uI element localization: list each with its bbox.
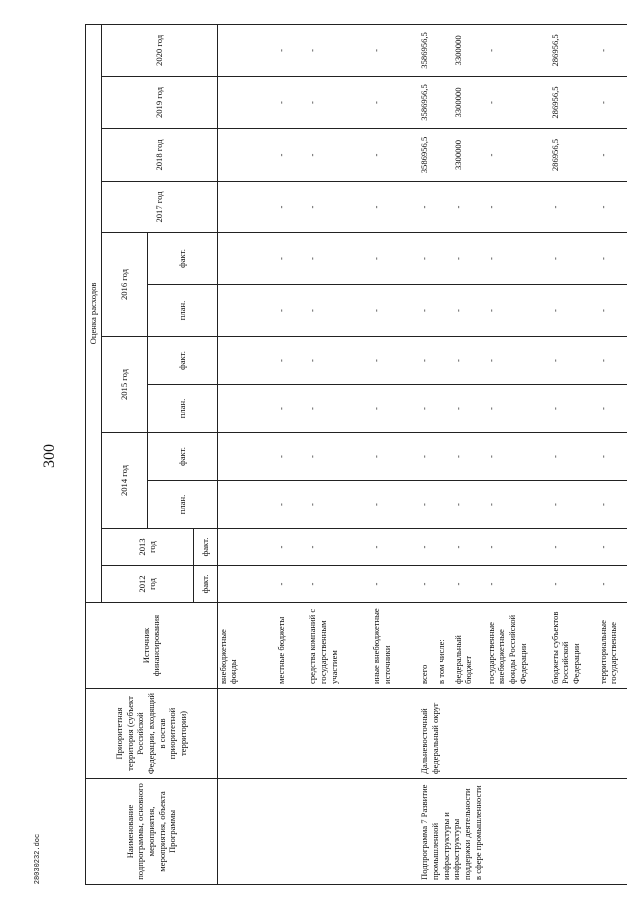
row-value: - (483, 77, 547, 129)
row-value: - (547, 285, 595, 337)
row-value: - (483, 182, 547, 233)
row-source: внебюджетные фонды (217, 603, 273, 689)
row-value: - (483, 385, 547, 433)
row-value: - (273, 77, 304, 129)
row-value: - (368, 385, 416, 433)
row-value: - (273, 285, 304, 337)
row-value: - (450, 566, 483, 603)
row-value: - (595, 529, 627, 566)
row-value: - (416, 337, 433, 385)
row-value: - (304, 481, 368, 529)
row-value (433, 129, 450, 182)
row-value: - (273, 233, 304, 285)
row-value: - (273, 481, 304, 529)
row-value: - (368, 566, 416, 603)
row-value: 3300000 (450, 129, 483, 182)
row-value: - (450, 481, 483, 529)
row-value (433, 24, 450, 76)
row-value (433, 433, 450, 481)
row-value (433, 481, 450, 529)
row-source: всего (416, 603, 433, 689)
row-value: - (368, 529, 416, 566)
row-value: - (450, 433, 483, 481)
row-value (217, 129, 273, 182)
row-value (217, 481, 273, 529)
row-value (433, 77, 450, 129)
row-value: - (450, 337, 483, 385)
header-2016-plan: план. (147, 285, 217, 337)
header-2015-plan: план. (147, 385, 217, 433)
row-value: - (304, 24, 368, 76)
row-value (433, 385, 450, 433)
row-value: - (595, 77, 627, 129)
row-source: иные внебюджетные источники (368, 603, 416, 689)
row-value: - (595, 129, 627, 182)
row-value (433, 337, 450, 385)
row-value: - (547, 433, 595, 481)
row-value: - (368, 182, 416, 233)
row-value: - (595, 433, 627, 481)
header-name: Наименование подпрограммы, основного мероприятия, мероприятия, объекта Программы (86, 779, 218, 885)
row-source: средства компаний с государственным участием (304, 603, 368, 689)
header-2013: 2013 год (101, 529, 193, 566)
row-value: - (483, 529, 547, 566)
row-value: - (273, 566, 304, 603)
header-2013-fact: факт. (193, 529, 217, 566)
row-value: - (416, 566, 433, 603)
row-value: - (304, 566, 368, 603)
row-value: - (450, 285, 483, 337)
header-2016-fact: факт. (147, 233, 217, 285)
header-2015: 2015 год (101, 337, 147, 433)
row-value: - (547, 182, 595, 233)
row-source: бюджеты субъектов Российской Федерации (547, 603, 595, 689)
row-value: - (547, 566, 595, 603)
row-value: - (450, 385, 483, 433)
row-value: 286956,5 (547, 77, 595, 129)
page-number: 300 (41, 444, 58, 468)
row-value: - (595, 233, 627, 285)
row-value: - (595, 566, 627, 603)
row-value: - (304, 385, 368, 433)
header-2012: 2012 год (101, 566, 193, 603)
row-value: - (368, 24, 416, 76)
row-value: - (595, 285, 627, 337)
row-value: - (416, 233, 433, 285)
header-2020: 2020 год (101, 24, 217, 76)
row-value: - (416, 182, 433, 233)
row-value: - (368, 285, 416, 337)
row-value (433, 285, 450, 337)
header-2015-fact: факт. (147, 337, 217, 385)
row-value (217, 182, 273, 233)
row-value: - (595, 385, 627, 433)
row-value: - (416, 529, 433, 566)
row-value: - (273, 129, 304, 182)
row-value: 3586956,5 (416, 129, 433, 182)
upper-name-cell (217, 779, 416, 885)
expense-table (85, 24, 627, 885)
row-value (217, 385, 273, 433)
row-value: - (304, 77, 368, 129)
row-value: - (547, 529, 595, 566)
row-value (217, 285, 273, 337)
row-value: - (368, 481, 416, 529)
row-value: - (483, 129, 547, 182)
row-value: - (483, 566, 547, 603)
row-value: - (595, 337, 627, 385)
row-source: территориальные государственные (595, 603, 627, 689)
rotated-table-container (85, 25, 619, 885)
row-value: - (483, 337, 547, 385)
row-value: - (304, 129, 368, 182)
row-value: - (595, 24, 627, 76)
row-value: - (273, 433, 304, 481)
document-filename: 28030232.doc (34, 833, 42, 885)
header-2018: 2018 год (101, 129, 217, 182)
row-value: - (368, 129, 416, 182)
row-value: - (547, 481, 595, 529)
subprogram-territory: Дальневосточный федеральный округ (416, 689, 626, 779)
row-value: - (450, 529, 483, 566)
row-source: в том числе: (433, 603, 450, 689)
row-value: - (368, 77, 416, 129)
row-value: - (304, 182, 368, 233)
row-value (217, 529, 273, 566)
header-2012-fact: факт. (193, 566, 217, 603)
row-value: - (547, 233, 595, 285)
row-value (433, 529, 450, 566)
row-value: - (416, 385, 433, 433)
row-value: - (304, 285, 368, 337)
row-value: - (416, 285, 433, 337)
row-value: - (368, 337, 416, 385)
row-value: - (273, 385, 304, 433)
row-value: 3300000 (450, 77, 483, 129)
row-value: - (547, 337, 595, 385)
row-value: - (595, 481, 627, 529)
row-value: 286956,5 (547, 24, 595, 76)
row-value (217, 566, 273, 603)
row-value: - (273, 182, 304, 233)
row-value (433, 566, 450, 603)
row-value (217, 77, 273, 129)
subprogram-name: Подпрограмма 7 Развитие промышленной инфраструктуры и инфраструктуры поддержки деятельности в сфере промышленности (416, 779, 626, 885)
header-2014-fact: факт. (147, 433, 217, 481)
row-value: 3300000 (450, 24, 483, 76)
row-source: федеральный бюджет (450, 603, 483, 689)
row-value: - (368, 433, 416, 481)
row-value: - (483, 24, 547, 76)
row-value: - (273, 337, 304, 385)
header-estimate: Оценка расходов (86, 24, 102, 602)
row-value: - (483, 233, 547, 285)
header-source: Источник финансирования (86, 603, 218, 689)
row-value: 286956,5 (547, 129, 595, 182)
row-source: местные бюджеты (273, 603, 304, 689)
header-territory: Приоритетная территория (субъект Российской Федерации, входящий в состав приоритетной территории) (86, 689, 218, 779)
header-2014: 2014 год (101, 433, 147, 529)
header-2014-plan: план. (147, 481, 217, 529)
row-value (217, 433, 273, 481)
row-value: - (273, 24, 304, 76)
row-value: - (483, 481, 547, 529)
row-value: 3586956,5 (416, 77, 433, 129)
row-value: - (273, 529, 304, 566)
row-value: - (304, 529, 368, 566)
row-value: 3586956,5 (416, 24, 433, 76)
row-value: - (595, 182, 627, 233)
header-2017: 2017 год (101, 182, 217, 233)
row-value: - (368, 233, 416, 285)
row-value (433, 182, 450, 233)
row-value: - (450, 233, 483, 285)
row-value: - (547, 385, 595, 433)
row-source: государственные внебюджетные фонды Российской Федерации (483, 603, 547, 689)
row-value: - (304, 233, 368, 285)
row-value: - (416, 433, 433, 481)
upper-territory-cell (217, 689, 416, 779)
row-value: - (416, 481, 433, 529)
row-value (217, 233, 273, 285)
row-value (217, 24, 273, 76)
row-value: - (304, 433, 368, 481)
row-value: - (304, 337, 368, 385)
row-value (217, 337, 273, 385)
header-2016: 2016 год (101, 233, 147, 337)
row-value: - (450, 182, 483, 233)
row-value: - (483, 433, 547, 481)
row-value: - (483, 285, 547, 337)
row-value (433, 233, 450, 285)
header-2019: 2019 год (101, 77, 217, 129)
